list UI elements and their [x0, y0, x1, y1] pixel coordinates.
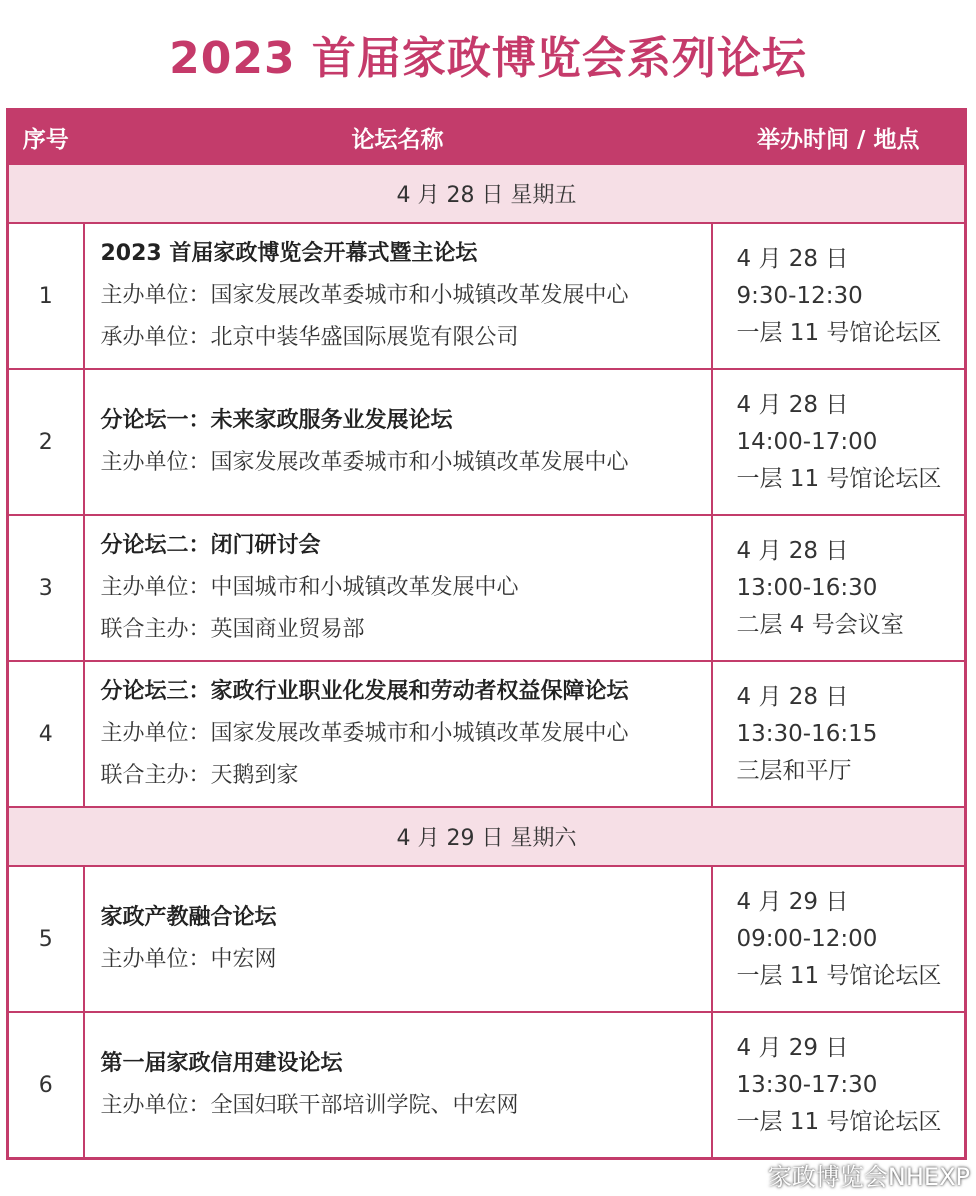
forum-place: 一层 11 号馆论坛区	[736, 319, 942, 346]
table-row	[8, 223, 966, 369]
day-label: 4 月 29 日 星期六	[8, 807, 966, 866]
day-label: 4 月 28 日 星期五	[8, 164, 966, 223]
forum-name: 2023 首届家政博览会开幕式暨主论坛	[100, 241, 478, 266]
forum-date: 4 月 29 日	[736, 888, 849, 915]
forum-info	[84, 661, 712, 807]
forum-info	[84, 223, 712, 369]
forum-schedule	[712, 661, 966, 807]
header-index: 序号	[8, 110, 84, 165]
table-header-row	[8, 110, 966, 165]
forum-date: 4 月 28 日	[736, 683, 849, 710]
forum-index: 5	[8, 866, 84, 1012]
forum-place: 三层和平厅	[736, 757, 852, 784]
forum-time: 14:00-17:00	[736, 428, 878, 455]
header-time: 举办时间 / 地点	[712, 110, 966, 165]
table-row	[8, 515, 966, 661]
forum-schedule	[712, 369, 966, 515]
page-title: 2023 首届家政博览会系列论坛	[169, 33, 807, 84]
forum-date: 4 月 28 日	[736, 245, 849, 272]
forum-schedule	[712, 223, 966, 369]
forum-organizer: 联合主办：英国商业贸易部	[100, 617, 365, 642]
forum-place: 一层 11 号馆论坛区	[736, 1108, 942, 1135]
forum-time: 13:30-16:15	[736, 720, 878, 747]
forum-date: 4 月 29 日	[736, 1034, 849, 1061]
forum-date: 4 月 28 日	[736, 537, 849, 564]
forum-index: 6	[8, 1012, 84, 1159]
table-row	[8, 1012, 966, 1159]
watermark	[732, 1157, 970, 1192]
forum-organizer: 主办单位：全国妇联干部培训学院、中宏网	[100, 1093, 519, 1118]
forum-organizer: 承办单位：北京中装华盛国际展览有限公司	[100, 325, 519, 350]
forum-schedule	[712, 515, 966, 661]
forum-name: 分论坛一：未来家政服务业发展论坛	[100, 408, 453, 433]
forum-table	[6, 108, 967, 1160]
forum-name: 分论坛二：闭门研讨会	[100, 533, 321, 558]
table-row	[8, 661, 966, 807]
forum-name: 分论坛三：家政行业职业化发展和劳动者权益保障论坛	[100, 679, 629, 704]
forum-organizer: 主办单位：国家发展改革委城市和小城镇改革发展中心	[100, 283, 629, 308]
forum-time: 13:00-16:30	[736, 574, 878, 601]
forum-schedule	[712, 1012, 966, 1159]
forum-index: 1	[8, 223, 84, 369]
forum-index: 3	[8, 515, 84, 661]
forum-date: 4 月 28 日	[736, 391, 849, 418]
forum-index: 4	[8, 661, 84, 807]
wechat-icon	[732, 1164, 762, 1186]
forum-place: 一层 11 号馆论坛区	[736, 465, 942, 492]
forum-organizer: 联合主办：天鹅到家	[100, 763, 299, 788]
forum-time: 9:30-12:30	[736, 282, 863, 309]
forum-name: 第一届家政信用建设论坛	[100, 1051, 343, 1076]
forum-place: 一层 11 号馆论坛区	[736, 962, 942, 989]
forum-time: 09:00-12:00	[736, 925, 878, 952]
forum-name: 家政产教融合论坛	[100, 905, 277, 930]
forum-index: 2	[8, 369, 84, 515]
forum-info	[84, 515, 712, 661]
forum-info	[84, 1012, 712, 1159]
forum-info	[84, 866, 712, 1012]
watermark-text: 家政博览会NHEXP	[767, 1163, 970, 1191]
header-name: 论坛名称	[84, 110, 712, 165]
forum-schedule	[712, 866, 966, 1012]
day-row	[8, 164, 966, 223]
forum-time: 13:30-17:30	[736, 1071, 878, 1098]
table-row	[8, 866, 966, 1012]
day-row	[8, 807, 966, 866]
forum-organizer: 主办单位：中国城市和小城镇改革发展中心	[100, 575, 519, 600]
forum-organizer: 主办单位：中宏网	[100, 947, 277, 972]
forum-organizer: 主办单位：国家发展改革委城市和小城镇改革发展中心	[100, 450, 629, 475]
table-row	[8, 369, 966, 515]
forum-place: 二层 4 号会议室	[736, 611, 904, 638]
forum-organizer: 主办单位：国家发展改革委城市和小城镇改革发展中心	[100, 721, 629, 746]
forum-info	[84, 369, 712, 515]
